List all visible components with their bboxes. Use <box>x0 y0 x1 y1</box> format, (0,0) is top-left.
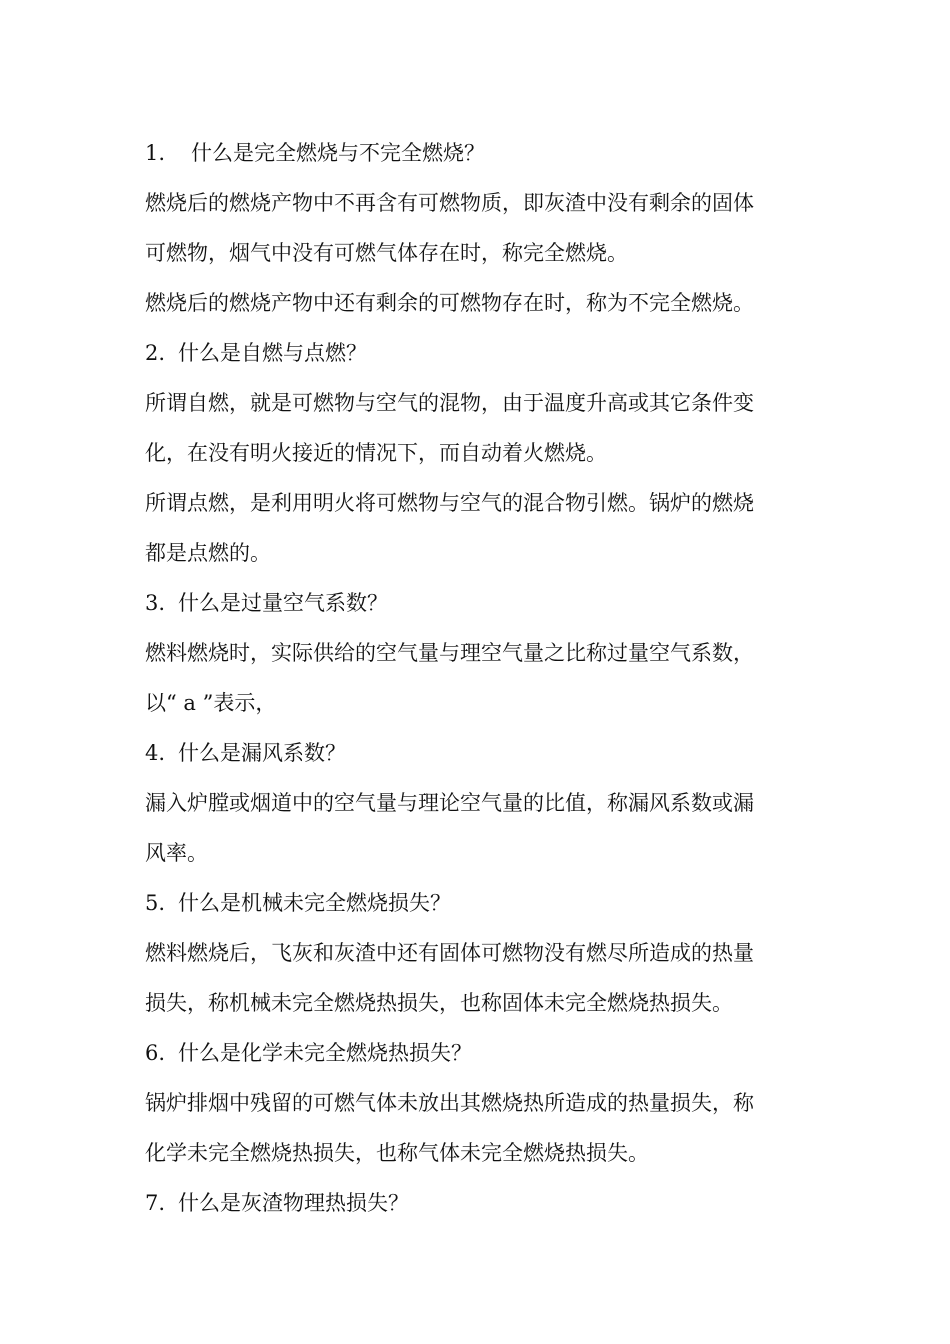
answer-line: 所谓点燃，是利用明火将可燃物与空气的混合物引燃。锅炉的燃烧 <box>145 491 754 515</box>
answer-line: 燃料燃烧时，实际供给的空气量与理空气量之比称过量空气系数， <box>145 641 754 665</box>
document-body <box>145 134 805 1234</box>
question-1 <box>145 134 805 184</box>
answer-line: 损失，称机械未完全燃烧热损失，也称固体未完全燃烧热损失。 <box>145 991 733 1015</box>
answer-line: 化，在没有明火接近的情况下，而自动着火燃烧。 <box>145 441 607 465</box>
question-2 <box>145 334 805 384</box>
question-number: 2. <box>145 341 166 365</box>
question-text: 什么是过量空气系数？ <box>178 591 388 615</box>
question-text: 什么是化学未完全燃烧热损失？ <box>178 1041 472 1065</box>
answer-line: 风率。 <box>145 841 208 865</box>
question-number: 3. <box>145 591 166 615</box>
answer-line: 以“ a ”表示， <box>145 691 277 715</box>
question-7 <box>145 1184 805 1234</box>
question-3 <box>145 584 805 634</box>
question-number: 6. <box>145 1041 166 1065</box>
answer-line: 燃烧后的燃烧产物中还有剩余的可燃物存在时，称为不完全燃烧。 <box>145 291 754 315</box>
question-number: 1. <box>145 141 166 165</box>
question-5 <box>145 884 805 934</box>
question-6 <box>145 1034 805 1084</box>
question-4 <box>145 734 805 784</box>
answer-line: 可燃物，烟气中没有可燃气体存在时，称完全燃烧。 <box>145 241 628 265</box>
question-number: 4. <box>145 741 166 765</box>
question-text: 什么是完全燃烧与不完全燃烧？ <box>191 141 485 165</box>
answer-line: 漏入炉膛或烟道中的空气量与理论空气量的比值，称漏风系数或漏 <box>145 791 754 815</box>
question-text: 什么是自燃与点燃？ <box>178 341 367 365</box>
question-text: 什么是机械未完全燃烧损失？ <box>178 891 451 915</box>
answer-line: 燃料燃烧后，飞灰和灰渣中还有固体可燃物没有燃尽所造成的热量 <box>145 941 754 965</box>
answer-line: 都是点燃的。 <box>145 541 271 565</box>
answer-line: 锅炉排烟中残留的可燃气体未放出其燃烧热所造成的热量损失，称 <box>145 1091 754 1115</box>
question-number: 7. <box>145 1191 166 1215</box>
question-number: 5. <box>145 891 166 915</box>
answer-line: 所谓自燃，就是可燃物与空气的混物，由于温度升高或其它条件变 <box>145 391 754 415</box>
question-text: 什么是漏风系数？ <box>178 741 346 765</box>
answer-line: 化学未完全燃烧热损失，也称气体未完全燃烧热损失。 <box>145 1141 649 1165</box>
answer-line: 燃烧后的燃烧产物中不再含有可燃物质，即灰渣中没有剩余的固体 <box>145 191 754 215</box>
question-text: 什么是灰渣物理热损失？ <box>178 1191 409 1215</box>
